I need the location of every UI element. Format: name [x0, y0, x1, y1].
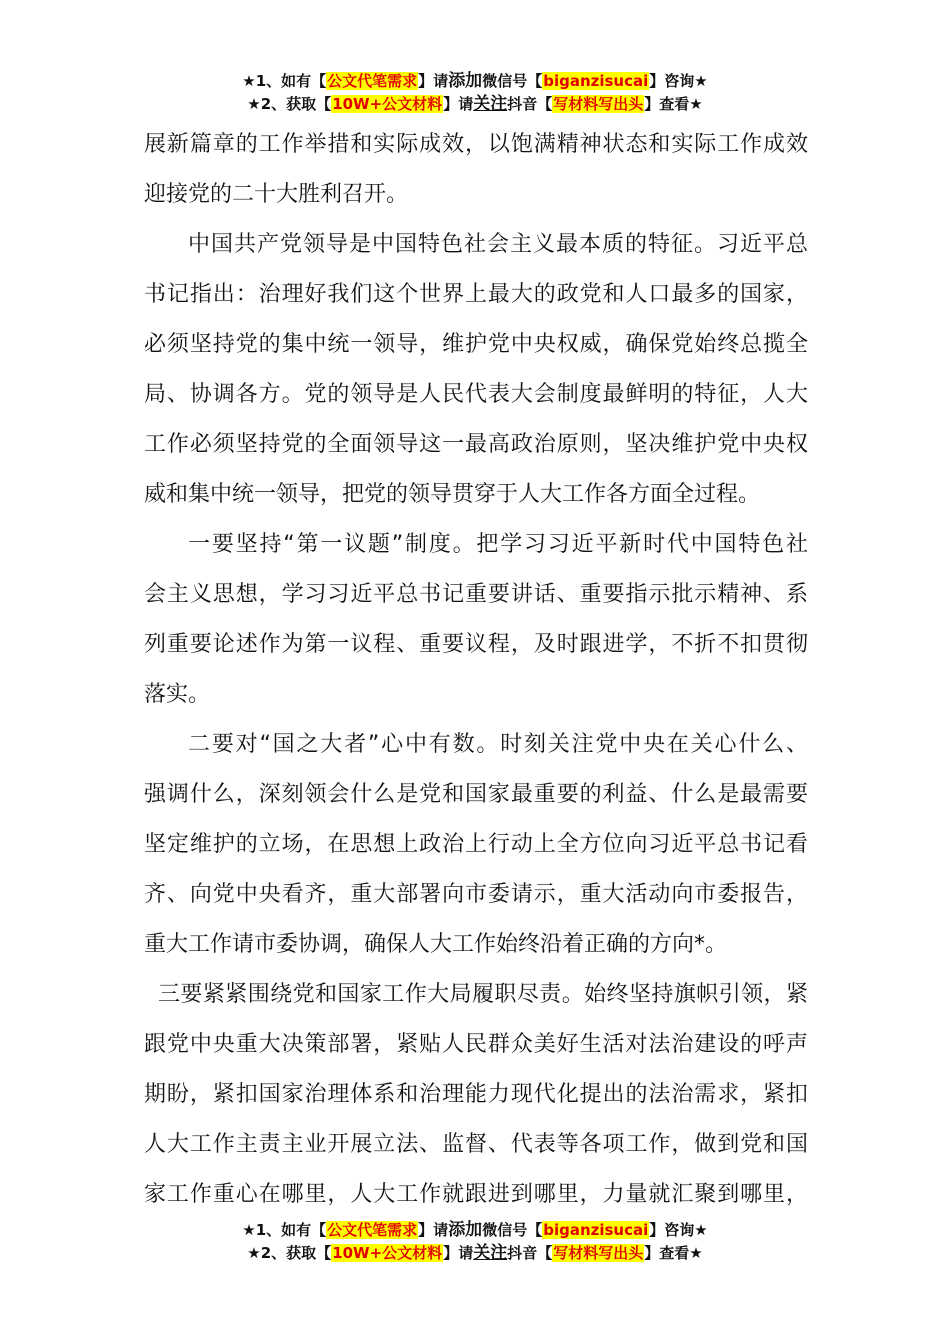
body-line: 工作必须坚持党的全面领导这一最高政治原则，坚决维护党中央权 [144, 432, 808, 457]
notice-suffix: 】查看★ [644, 1244, 703, 1262]
notice-prefix: ★1、如有【 [242, 72, 327, 90]
notice-highlight-wechat-id: biganzisucai [543, 72, 649, 90]
notice-suffix: 】查看★ [644, 95, 703, 113]
body-line: 齐、向党中央看齐，重大部署向市委请示，重大活动向市委报告， [144, 882, 808, 907]
notice-highlight-service: 公文代笔需求 [327, 72, 418, 90]
paragraph-first-line: 三要紧紧围绕党和国家工作大局履职尽责。始终坚持旗帜引领，紧 [158, 982, 808, 1007]
body-line: 落实。 [144, 682, 211, 707]
footer-notice-line-1 [0, 1219, 950, 1241]
paragraph-first-line: 一要坚持“第一议题”制度。把学习习近平新时代中国特色社 [188, 532, 808, 557]
notice-prefix: ★2、获取【 [247, 95, 332, 113]
body-line: 坚定维护的立场，在思想上政治上行动上全方位向习近平总书记看 [144, 832, 808, 857]
notice-prefix: ★1、如有【 [242, 1221, 327, 1239]
body-line: 重大工作请市委协调，确保人大工作始终沿着正确的方向*。 [144, 932, 728, 957]
notice-prefix: ★2、获取【 [247, 1244, 332, 1262]
body-line: 家工作重心在哪里，人大工作就跟进到哪里，力量就汇聚到哪里， [144, 1182, 808, 1207]
body-line: 书记指出：治理好我们这个世界上最大的政党和人口最多的国家， [144, 282, 808, 307]
document-body [144, 120, 808, 1220]
notice-emphasis: 添加 [448, 71, 483, 91]
notice-emphasis: 关注 [473, 1243, 508, 1263]
body-line: 人大工作主责主业开展立法、监督、代表等各项工作，做到党和国 [144, 1132, 808, 1157]
paragraph-first-line: 二要对“国之大者”心中有数。时刻关注党中央在关心什么、 [188, 732, 808, 757]
notice-highlight-douyin-account: 写材料写出头 [553, 95, 644, 113]
header-notice-line-2 [0, 93, 950, 115]
notice-highlight-service: 公文代笔需求 [327, 1221, 418, 1239]
paragraph-first-line: 中国共产党领导是中国特色社会主义最本质的特征。习近平总 [188, 232, 808, 257]
notice-highlight-wechat-id: biganzisucai [543, 1221, 649, 1239]
footer-notice-line-2 [0, 1242, 950, 1264]
body-line: 迎接党的二十大胜利召开。 [144, 182, 409, 207]
header-notice-line-1 [0, 70, 950, 92]
notice-suffix: 】咨询★ [649, 1221, 708, 1239]
notice-emphasis: 关注 [473, 94, 508, 114]
notice-text: 抖音【 [507, 95, 553, 113]
notice-emphasis: 添加 [448, 1220, 483, 1240]
body-line: 跟党中央重大决策部署，紧贴人民群众美好生活对法治建设的呼声 [144, 1032, 808, 1057]
body-line: 局、协调各方。党的领导是人民代表大会制度最鲜明的特征，人大 [144, 382, 808, 407]
notice-highlight-materials: 10W+公文材料 [332, 95, 443, 113]
notice-highlight-materials: 10W+公文材料 [332, 1244, 443, 1262]
body-line: 必须坚持党的集中统一领导，维护党中央权威，确保党始终总揽全 [144, 332, 808, 357]
notice-suffix: 】咨询★ [649, 72, 708, 90]
body-line: 强调什么，深刻领会什么是党和国家最重要的利益、什么是最需要 [144, 782, 808, 807]
notice-text: 】请 [443, 1244, 474, 1262]
notice-text: 】请 [418, 72, 449, 90]
notice-highlight-douyin-account: 写材料写出头 [553, 1244, 644, 1262]
notice-text: 抖音【 [507, 1244, 553, 1262]
body-line: 会主义思想，学习习近平总书记重要讲话、重要指示批示精神、系 [144, 582, 808, 607]
notice-text: 】请 [443, 95, 474, 113]
body-line: 展新篇章的工作举措和实际成效，以饱满精神状态和实际工作成效 [144, 132, 808, 157]
notice-text: 】请 [418, 1221, 449, 1239]
body-line: 威和集中统一领导，把党的领导贯穿于人大工作各方面全过程。 [144, 482, 761, 507]
body-line: 列重要论述作为第一议程、重要议程，及时跟进学，不折不扣贯彻 [144, 632, 808, 657]
notice-text: 微信号【 [482, 72, 543, 90]
notice-text: 微信号【 [482, 1221, 543, 1239]
body-line: 期盼，紧扣国家治理体系和治理能力现代化提出的法治需求，紧扣 [144, 1082, 808, 1107]
